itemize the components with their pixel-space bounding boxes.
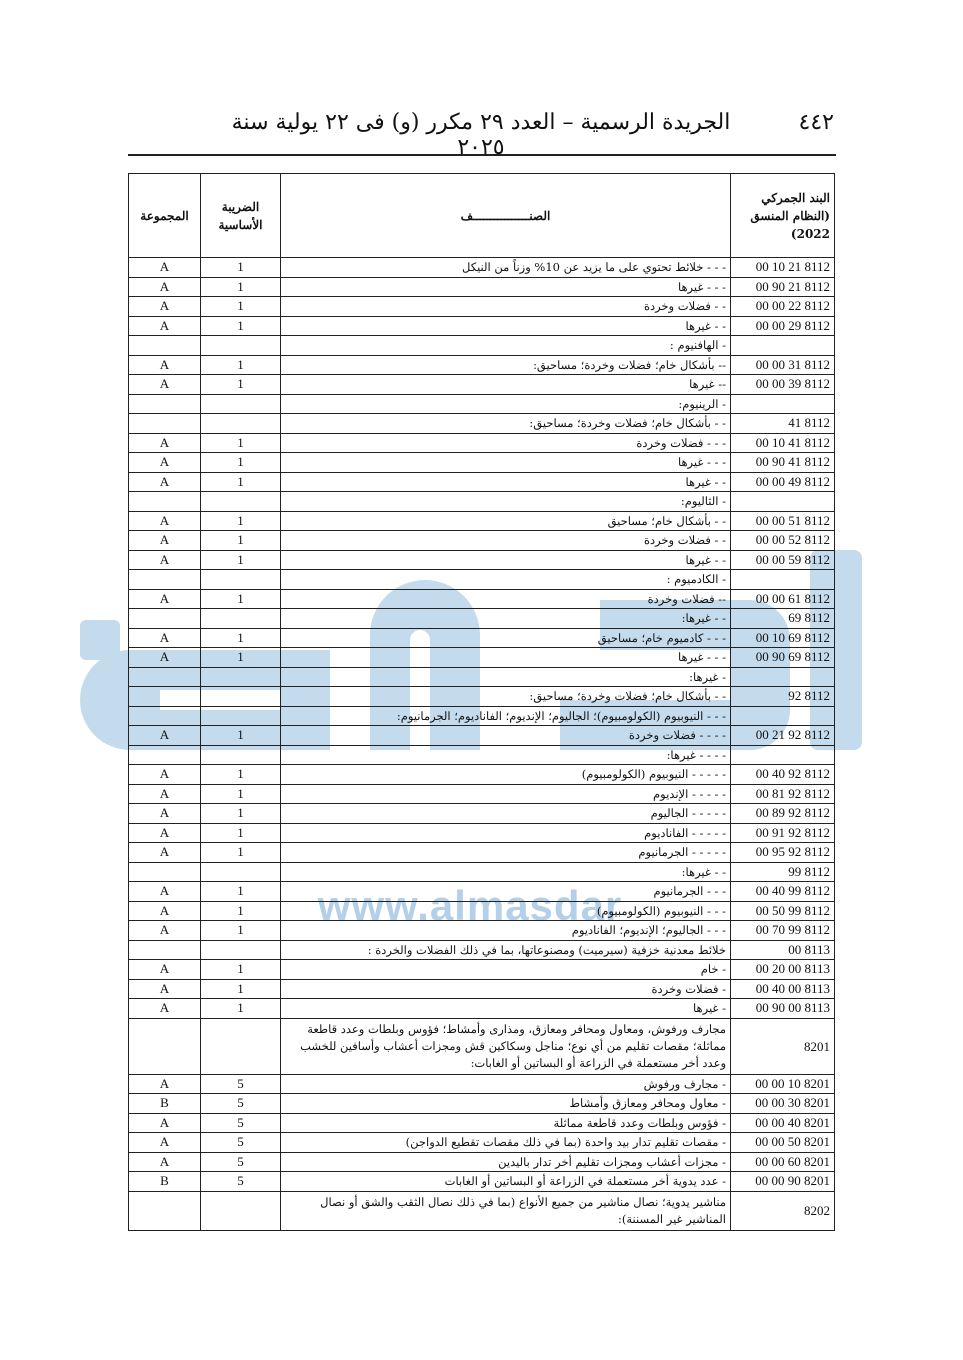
table-row xyxy=(129,1152,835,1172)
tariff-code-cell xyxy=(731,706,835,726)
duty-rate-cell: 1 xyxy=(201,979,281,999)
duty-rate-cell: 5 xyxy=(201,1152,281,1172)
tariff-table-body xyxy=(129,258,835,1231)
tariff-code-cell: 8201 30 00 00 xyxy=(731,1094,835,1114)
table-row xyxy=(129,492,835,512)
duty-rate-cell: 1 xyxy=(201,355,281,375)
duty-rate-cell xyxy=(201,1018,281,1074)
table-row xyxy=(129,589,835,609)
duty-rate-cell: 1 xyxy=(201,453,281,473)
table-row xyxy=(129,570,835,590)
group-cell xyxy=(129,687,201,707)
description-cell: - - بأشكال خام؛ فضلات وخردة؛ مساحيق: xyxy=(281,414,731,434)
table-row xyxy=(129,550,835,570)
description-cell: - - - الجاليوم؛ الإنديوم؛ الفاناديوم xyxy=(281,921,731,941)
tariff-code-cell: 8112 39 00 00 xyxy=(731,375,835,395)
duty-rate-cell: 5 xyxy=(201,1172,281,1192)
table-row xyxy=(129,726,835,746)
description-cell: - - غيرها xyxy=(281,316,731,336)
table-row xyxy=(129,979,835,999)
description-cell: - الرينيوم: xyxy=(281,394,731,414)
description-cell: - عدد يدوية أخر مستعملة في الزراعة أو البساتين أو الغابات xyxy=(281,1172,731,1192)
description-cell: - مقصات تقليم تدار بيد واحدة (بما في ذلك مقصات تقطيع الدواجن) xyxy=(281,1133,731,1153)
duty-rate-cell: 1 xyxy=(201,258,281,278)
description-cell: - - - - - النيوبيوم (الكولومبيوم) xyxy=(281,765,731,785)
tariff-code-cell: 8113 00 20 00 xyxy=(731,960,835,980)
table-row xyxy=(129,609,835,629)
table-row xyxy=(129,1191,835,1230)
tariff-code-cell: 8112 69 xyxy=(731,609,835,629)
group-cell xyxy=(129,414,201,434)
description-cell: مجارف ورفوش، ومعاول ومحافر ومعازق، ومذارى وأمشاط؛ فؤوس وبلطات وعدد قاطعة مماثلة؛ مقصات تقليم من أي نوع؛ مناجل وسكاكين قش ومجزات أعشاب وأسافين للخشب وعدد أخر مستعملة في الزراعة أو البساتين أو الغابات: xyxy=(281,1018,731,1074)
duty-rate-cell xyxy=(201,706,281,726)
tariff-code-cell: 8112 99 40 00 xyxy=(731,882,835,902)
table-row xyxy=(129,882,835,902)
table-row xyxy=(129,804,835,824)
table-row xyxy=(129,355,835,375)
duty-rate-cell xyxy=(201,745,281,765)
group-cell xyxy=(129,394,201,414)
description-cell: - - غيرها xyxy=(281,550,731,570)
description-cell: - - غيرها: xyxy=(281,862,731,882)
group-cell: A xyxy=(129,823,201,843)
group-cell: A xyxy=(129,511,201,531)
tariff-code-cell xyxy=(731,394,835,414)
table-row xyxy=(129,1133,835,1153)
duty-rate-cell: 5 xyxy=(201,1074,281,1094)
table-row xyxy=(129,921,835,941)
tariff-code-cell: 8112 51 00 00 xyxy=(731,511,835,531)
tariff-code-cell: 8112 52 00 00 xyxy=(731,531,835,551)
table-row xyxy=(129,940,835,960)
description-cell: - - غيرها: xyxy=(281,609,731,629)
tariff-code-cell xyxy=(731,336,835,356)
table-row xyxy=(129,453,835,473)
duty-rate-cell: 1 xyxy=(201,297,281,317)
tariff-code-cell: 8112 21 90 00 xyxy=(731,277,835,297)
tariff-code-cell: 8201 60 00 00 xyxy=(731,1152,835,1172)
table-row xyxy=(129,960,835,980)
duty-rate-cell: 1 xyxy=(201,511,281,531)
group-cell: A xyxy=(129,355,201,375)
table-row xyxy=(129,258,835,278)
column-header-code: البند الجمركي (النظام المنسق 2022) xyxy=(731,174,835,258)
table-row xyxy=(129,901,835,921)
tariff-code-cell: 8112 99 70 00 xyxy=(731,921,835,941)
duty-rate-cell: 1 xyxy=(201,628,281,648)
table-row xyxy=(129,1094,835,1114)
tariff-code-cell: 8112 92 81 00 xyxy=(731,784,835,804)
group-cell xyxy=(129,609,201,629)
table-row xyxy=(129,472,835,492)
duty-rate-cell xyxy=(201,414,281,434)
duty-rate-cell: 1 xyxy=(201,921,281,941)
tariff-code-cell: 8113 00 40 00 xyxy=(731,979,835,999)
tariff-code-cell xyxy=(731,570,835,590)
description-cell: - - - - - الفاناديوم xyxy=(281,823,731,843)
description-cell: - - - غيرها xyxy=(281,453,731,473)
group-cell: A xyxy=(129,297,201,317)
description-cell: - - - - فضلات وخردة xyxy=(281,726,731,746)
group-cell: A xyxy=(129,472,201,492)
table-row xyxy=(129,687,835,707)
duty-rate-cell: 5 xyxy=(201,1113,281,1133)
tariff-code-cell: 8112 92 91 00 xyxy=(731,823,835,843)
group-cell: A xyxy=(129,277,201,297)
table-row xyxy=(129,511,835,531)
duty-rate-cell xyxy=(201,394,281,414)
table-row xyxy=(129,648,835,668)
tariff-code-cell: 8112 92 xyxy=(731,687,835,707)
column-header-duty: الضريبة الأساسية xyxy=(201,174,281,258)
description-cell: -- فضلات وخردة xyxy=(281,589,731,609)
table-row xyxy=(129,336,835,356)
tariff-code-cell: 8113 00 xyxy=(731,940,835,960)
tariff-table xyxy=(128,173,835,1231)
group-cell: A xyxy=(129,589,201,609)
group-cell xyxy=(129,336,201,356)
description-cell: - - بأشكال خام؛ فضلات وخردة؛ مساحيق: xyxy=(281,687,731,707)
group-cell: A xyxy=(129,531,201,551)
table-row xyxy=(129,628,835,648)
group-cell xyxy=(129,862,201,882)
group-cell: A xyxy=(129,999,201,1019)
description-cell: - مجارف ورفوش xyxy=(281,1074,731,1094)
description-cell: - معاول ومحافر ومعازق وأمشاط xyxy=(281,1094,731,1114)
group-cell xyxy=(129,1018,201,1074)
description-cell: - فؤوس وبلطات وعدد قاطعة مماثلة xyxy=(281,1113,731,1133)
duty-rate-cell: 1 xyxy=(201,765,281,785)
group-cell: A xyxy=(129,453,201,473)
duty-rate-cell: 1 xyxy=(201,901,281,921)
group-cell: A xyxy=(129,316,201,336)
duty-rate-cell: 5 xyxy=(201,1094,281,1114)
description-cell: - فضلات وخردة xyxy=(281,979,731,999)
table-row xyxy=(129,277,835,297)
group-cell: A xyxy=(129,1152,201,1172)
duty-rate-cell: 5 xyxy=(201,1133,281,1153)
group-cell: A xyxy=(129,765,201,785)
tariff-code-cell: 8112 69 90 00 xyxy=(731,648,835,668)
group-cell: A xyxy=(129,648,201,668)
duty-rate-cell: 1 xyxy=(201,589,281,609)
description-cell: خلائط معدنية خزفية (سيرميت) ومصنوعاتها، بما في ذلك الفضلات والخردة : xyxy=(281,940,731,960)
description-cell: - غيرها xyxy=(281,999,731,1019)
tariff-code-cell: 8112 22 00 00 xyxy=(731,297,835,317)
group-cell: A xyxy=(129,726,201,746)
description-cell: - خام xyxy=(281,960,731,980)
table-row xyxy=(129,1074,835,1094)
description-cell: - - - النيوبيوم (الكولومبيوم) xyxy=(281,901,731,921)
page-number: ٤٤٢ xyxy=(798,110,834,135)
table-row xyxy=(129,1018,835,1074)
tariff-code-cell: 8113 00 90 00 xyxy=(731,999,835,1019)
description-cell: - - بأشكال خام؛ مساحيق xyxy=(281,511,731,531)
table-row xyxy=(129,394,835,414)
table-row xyxy=(129,667,835,687)
table-row xyxy=(129,414,835,434)
duty-rate-cell: 1 xyxy=(201,784,281,804)
watermark-url: www.almasdar xyxy=(317,882,623,929)
description-cell: - - غيرها xyxy=(281,472,731,492)
tariff-code-cell xyxy=(731,492,835,512)
duty-rate-cell: 1 xyxy=(201,804,281,824)
duty-rate-cell: 1 xyxy=(201,550,281,570)
tariff-code-cell: 8112 41 10 00 xyxy=(731,433,835,453)
duty-rate-cell xyxy=(201,336,281,356)
tariff-code-cell: 8112 99 xyxy=(731,862,835,882)
tariff-code-cell: 8112 92 21 00 xyxy=(731,726,835,746)
table-row xyxy=(129,765,835,785)
tariff-code-cell: 8112 31 00 00 xyxy=(731,355,835,375)
table-row xyxy=(129,433,835,453)
column-header-description: الصنــــــــــــــــف xyxy=(281,174,731,258)
description-cell: - الهافنيوم : xyxy=(281,336,731,356)
tariff-code-cell: 8112 29 00 00 xyxy=(731,316,835,336)
description-cell: - - - - - الجرمانيوم xyxy=(281,843,731,863)
group-cell: A xyxy=(129,1133,201,1153)
group-cell: A xyxy=(129,784,201,804)
group-cell xyxy=(129,570,201,590)
tariff-code-cell: 8201 xyxy=(731,1018,835,1074)
gazette-title: الجريدة الرسمية – العدد ٢٩ مكرر (و) فى ٢٢ يولية سنة ٢٠٢٥ xyxy=(231,110,731,160)
duty-rate-cell xyxy=(201,609,281,629)
group-cell: A xyxy=(129,960,201,980)
group-cell: A xyxy=(129,901,201,921)
tariff-code-cell: 8112 61 00 00 xyxy=(731,589,835,609)
group-cell: A xyxy=(129,1113,201,1133)
tariff-code-cell: 8112 99 50 00 xyxy=(731,901,835,921)
group-cell xyxy=(129,1191,201,1230)
tariff-code-cell: 8201 50 00 00 xyxy=(731,1133,835,1153)
description-cell: - - - الجرمانيوم xyxy=(281,882,731,902)
tariff-code-cell: 8201 10 00 00 xyxy=(731,1074,835,1094)
tariff-code-cell xyxy=(731,667,835,687)
description-cell: - - - النيوبيوم (الكولومبيوم)؛ الجاليوم؛ الإنديوم؛ الفاناديوم؛ الجرمانيوم: xyxy=(281,706,731,726)
tariff-code-cell: 8112 21 10 00 xyxy=(731,258,835,278)
group-cell xyxy=(129,667,201,687)
tariff-code-cell: 8112 92 95 00 xyxy=(731,843,835,863)
group-cell: A xyxy=(129,1074,201,1094)
table-row xyxy=(129,1172,835,1192)
table-row xyxy=(129,375,835,395)
tariff-code-cell: 8112 41 90 00 xyxy=(731,453,835,473)
group-cell: A xyxy=(129,804,201,824)
tariff-code-cell: 8112 59 00 00 xyxy=(731,550,835,570)
table-row xyxy=(129,531,835,551)
description-cell: - - فضلات وخردة xyxy=(281,297,731,317)
table-row xyxy=(129,843,835,863)
description-cell: مناشير يدوية؛ نصال مناشير من جميع الأنواع (بما في ذلك نصال الثقب والشق أو نصال المناشير غير المسننة): xyxy=(281,1191,731,1230)
tariff-code-cell xyxy=(731,745,835,765)
tariff-code-cell: 8201 90 00 00 xyxy=(731,1172,835,1192)
tariff-code-cell: 8112 92 89 00 xyxy=(731,804,835,824)
description-cell: - مجزات أعشاب ومجزات تقليم أخر تدار باليدين xyxy=(281,1152,731,1172)
description-cell: - - - غيرها xyxy=(281,648,731,668)
duty-rate-cell xyxy=(201,570,281,590)
description-cell: - - - كادميوم خام؛ مساحيق xyxy=(281,628,731,648)
duty-rate-cell: 1 xyxy=(201,648,281,668)
table-row xyxy=(129,823,835,843)
duty-rate-cell xyxy=(201,667,281,687)
table-row xyxy=(129,745,835,765)
group-cell: A xyxy=(129,550,201,570)
duty-rate-cell: 1 xyxy=(201,843,281,863)
description-cell: - الثاليوم: xyxy=(281,492,731,512)
group-cell: A xyxy=(129,258,201,278)
table-row xyxy=(129,784,835,804)
group-cell: B xyxy=(129,1094,201,1114)
group-cell: A xyxy=(129,979,201,999)
duty-rate-cell xyxy=(201,862,281,882)
description-cell: - غيرها: xyxy=(281,667,731,687)
duty-rate-cell xyxy=(201,687,281,707)
description-cell: - - - غيرها xyxy=(281,277,731,297)
tariff-code-cell: 8112 49 00 00 xyxy=(731,472,835,492)
group-cell xyxy=(129,706,201,726)
group-cell xyxy=(129,940,201,960)
duty-rate-cell: 1 xyxy=(201,433,281,453)
description-cell: - - - فضلات وخردة xyxy=(281,433,731,453)
duty-rate-cell: 1 xyxy=(201,726,281,746)
tariff-code-cell: 8112 92 40 00 xyxy=(731,765,835,785)
header-divider xyxy=(128,154,836,156)
group-cell xyxy=(129,745,201,765)
duty-rate-cell xyxy=(201,1191,281,1230)
group-cell: A xyxy=(129,433,201,453)
group-cell: A xyxy=(129,843,201,863)
table-row xyxy=(129,297,835,317)
description-cell: - - - - غيرها: xyxy=(281,745,731,765)
table-row xyxy=(129,1113,835,1133)
duty-rate-cell: 1 xyxy=(201,531,281,551)
description-cell: -- غيرها xyxy=(281,375,731,395)
description-cell: - - - خلائط تحتوي على ما يزيد عن 10% وزناً من النيكل xyxy=(281,258,731,278)
description-cell: - - - - - الجاليوم xyxy=(281,804,731,824)
duty-rate-cell: 1 xyxy=(201,882,281,902)
duty-rate-cell: 1 xyxy=(201,472,281,492)
tariff-code-cell: 8112 41 xyxy=(731,414,835,434)
table-row xyxy=(129,862,835,882)
group-cell: A xyxy=(129,921,201,941)
page-header xyxy=(128,104,834,160)
table-row xyxy=(129,999,835,1019)
description-cell: - الكادميوم : xyxy=(281,570,731,590)
duty-rate-cell: 1 xyxy=(201,960,281,980)
duty-rate-cell: 1 xyxy=(201,316,281,336)
duty-rate-cell: 1 xyxy=(201,277,281,297)
duty-rate-cell: 1 xyxy=(201,999,281,1019)
group-cell xyxy=(129,492,201,512)
tariff-code-cell: 8112 69 10 00 xyxy=(731,628,835,648)
group-cell: A xyxy=(129,882,201,902)
group-cell: A xyxy=(129,628,201,648)
duty-rate-cell: 1 xyxy=(201,375,281,395)
group-cell: A xyxy=(129,375,201,395)
duty-rate-cell xyxy=(201,492,281,512)
table-row xyxy=(129,316,835,336)
description-cell: - - - - - الإنديوم xyxy=(281,784,731,804)
duty-rate-cell: 1 xyxy=(201,823,281,843)
table-row xyxy=(129,706,835,726)
duty-rate-cell xyxy=(201,940,281,960)
description-cell: - - فضلات وخردة xyxy=(281,531,731,551)
tariff-code-cell: 8202 xyxy=(731,1191,835,1230)
group-cell: B xyxy=(129,1172,201,1192)
column-header-group: المجموعة xyxy=(129,174,201,258)
tariff-code-cell: 8201 40 00 00 xyxy=(731,1113,835,1133)
description-cell: -- بأشكال خام؛ فضلات وخردة؛ مساحيق: xyxy=(281,355,731,375)
